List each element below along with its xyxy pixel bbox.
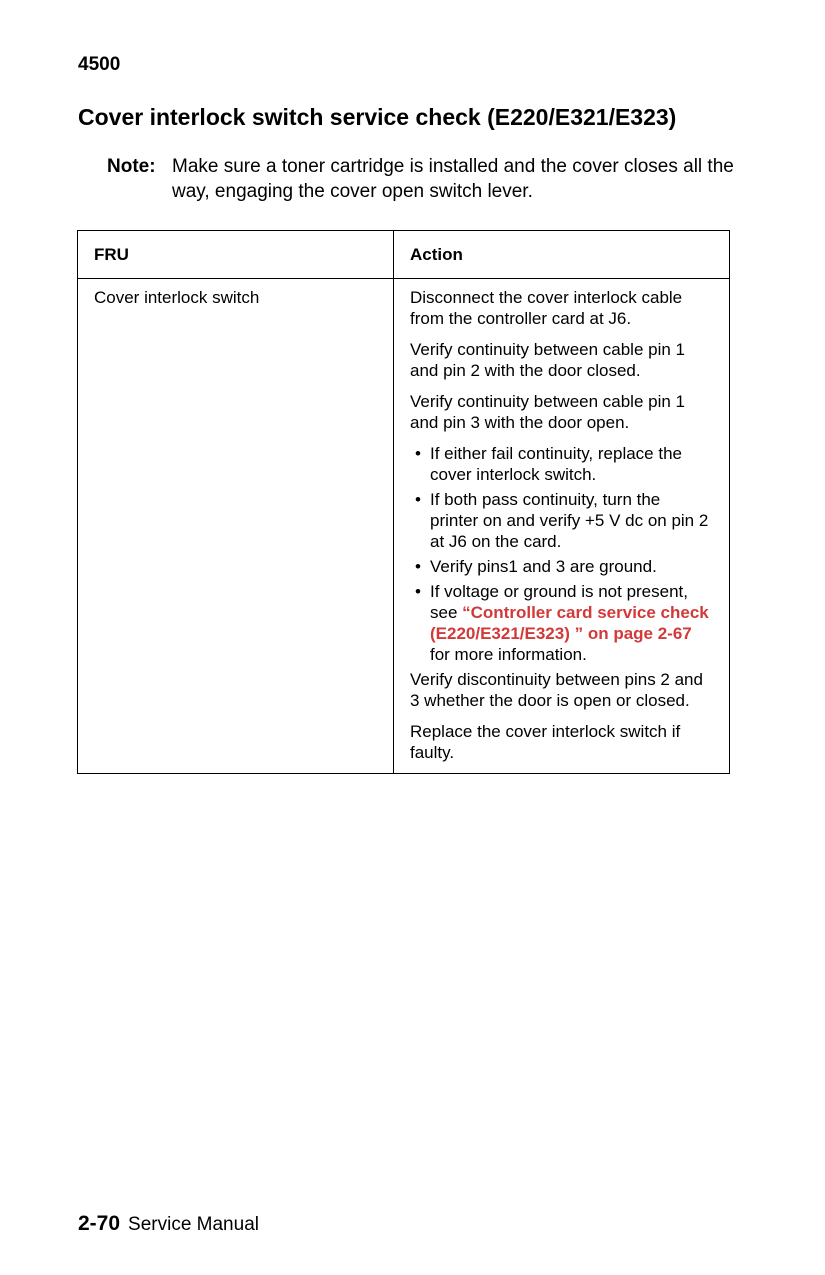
fru-cell: Cover interlock switch: [78, 279, 394, 774]
bullet-text: If either fail continuity, replace the cover interlock switch.: [430, 444, 682, 484]
action-step-verify-open: Verify continuity between cable pin 1 and pin 3 with the door open.: [410, 392, 686, 432]
section-title: Cover interlock switch service check (E220/E321/E323): [78, 104, 677, 130]
list-item: [410, 556, 713, 577]
list-item: [410, 581, 713, 665]
action-step-disconnect: Disconnect the cover interlock cable from the controller card at J6.: [410, 288, 683, 328]
list-item: [410, 489, 713, 552]
fru-action-table: [77, 230, 730, 774]
cross-reference-link[interactable]: “Controller card service check (E220/E321/E323) ” on page 2-67: [430, 603, 709, 643]
bullet-text-prefix: If voltage or ground is not present, see: [430, 582, 688, 622]
bullet-text: Verify pins1 and 3 are ground.: [430, 557, 657, 576]
note-text: Make sure a toner cartridge is installed and the cover closes all the way, engaging the cover open switch lever.: [172, 156, 734, 202]
action-step-replace: Replace the cover interlock switch if faulty.: [410, 722, 681, 762]
table-row: [78, 279, 730, 774]
manual-title: Service Manual: [128, 1214, 259, 1235]
action-step-verify-discontinuity: Verify discontinuity between pins 2 and 3 whether the door is open or closed.: [410, 670, 703, 710]
bullet-icon: •: [415, 444, 421, 463]
action-bullet-list: [410, 443, 713, 665]
action-step-verify-closed: Verify continuity between cable pin 1 and pin 2 with the door closed.: [410, 340, 686, 380]
action-cell: [394, 279, 730, 774]
note-label: Note:: [107, 156, 156, 177]
bullet-icon: •: [415, 557, 421, 576]
page-number: 2-70: [78, 1212, 121, 1235]
page-footer: [78, 1212, 259, 1236]
document-model-header: 4500: [78, 54, 121, 75]
table-header-row: [78, 231, 730, 279]
column-header-fru: FRU: [78, 231, 394, 279]
bullet-icon: •: [415, 490, 421, 509]
bullet-text: If both pass continuity, turn the printer on and verify +5 V dc on pin 2 at J6 on the card.: [430, 490, 709, 551]
bullet-icon: •: [415, 582, 421, 601]
column-header-action: Action: [394, 231, 730, 279]
bullet-text-suffix: for more information.: [430, 645, 587, 664]
list-item: [410, 443, 713, 485]
